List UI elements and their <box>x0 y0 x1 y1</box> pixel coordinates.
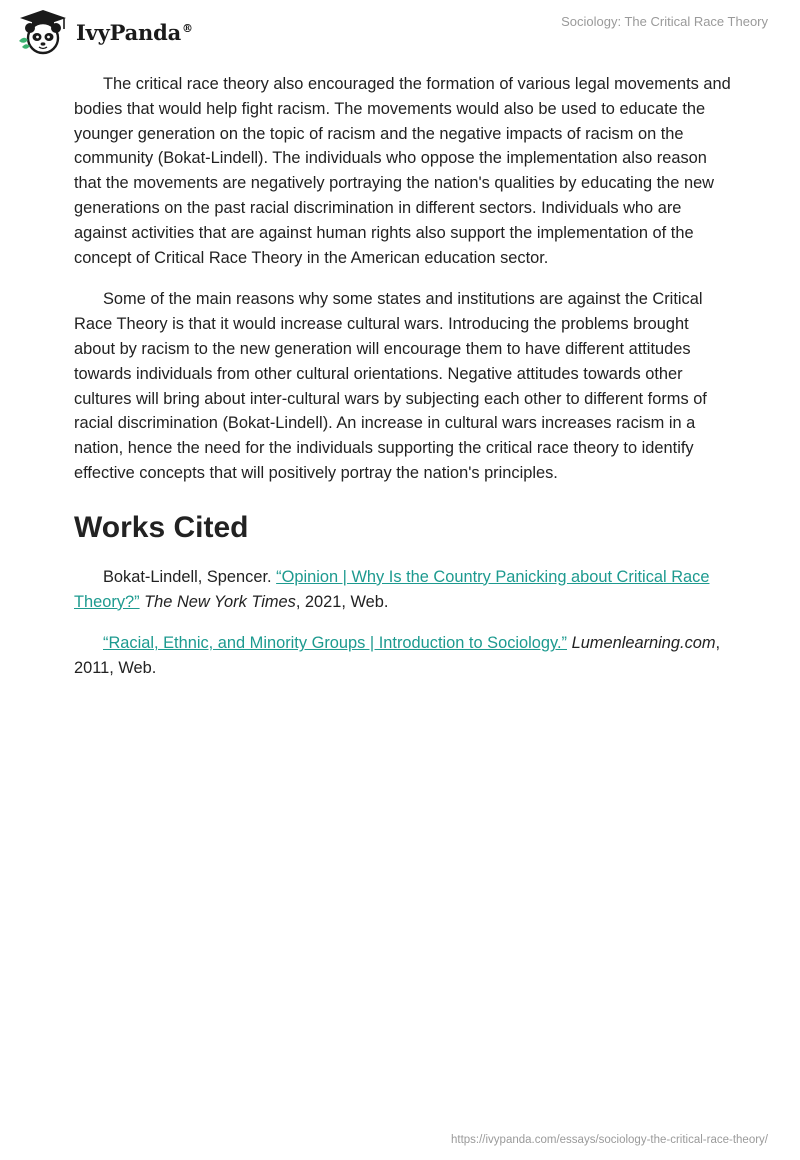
citation-details: , 2021, Web. <box>295 592 389 611</box>
page-header <box>0 0 800 64</box>
citation-link[interactable]: “Opinion | Why Is the Country Panicking about Critical Race Theory?” <box>74 567 710 611</box>
panda-graduation-icon <box>14 7 72 57</box>
citation-source: Lumenlearning.com <box>571 634 716 653</box>
citation-details: , 2011, Web. <box>74 634 721 678</box>
citation-link[interactable]: “Racial, Ethnic, and Minority Groups | Introduction to Sociology.” <box>103 634 568 653</box>
citation-source: The New York Times <box>144 592 296 611</box>
footer-url[interactable]: https://ivypanda.com/essays/sociology-the-critical-race-theory/ <box>450 1134 768 1146</box>
citation-author: Bokat-Lindell, Spencer. <box>103 567 277 586</box>
citation-entry <box>74 565 734 615</box>
body-paragraph: The critical race theory also encouraged the formation of various legal movements and bodies that would help fight racism. The movements would also be used to educate the younger generation on the topic of racism and the negative impacts of racism on the community (Bokat-Lindell). The individuals who oppose the implementation also reason that the movements are negatively portraying the nation's qualities by educating the new generations on the past racial discrimination in different sectors. Individuals who are against activities that are against human rights also support the implementation of the concept of Critical Race Theory in the American education sector. <box>74 75 731 267</box>
works-cited-heading: Works Cited <box>74 510 249 544</box>
document-title: Sociology: The Critical Race Theory <box>561 14 768 29</box>
essay-content <box>74 72 734 698</box>
ivypanda-logo[interactable] <box>14 7 193 57</box>
citation-entry <box>74 631 734 681</box>
body-paragraph: Some of the main reasons why some states and institutions are against the Critical Race Theory is that it would increase cultural wars. Introducing the problems brought about by racism to the new generation will encourage them to have different attitudes towards individuals from other cultural orientations. Negative attitudes towards other cultures will bring about inter-cultural wars by subjecting each other to different forms of racial discrimination (Bokat-Lindell). An increase in cultural wars increases racism in a nation, hence the need for the individuals supporting the critical race theory to identify effective concepts that will positively portray the nation's principles. <box>74 290 707 482</box>
brand-name: IvyPanda® <box>76 19 193 45</box>
